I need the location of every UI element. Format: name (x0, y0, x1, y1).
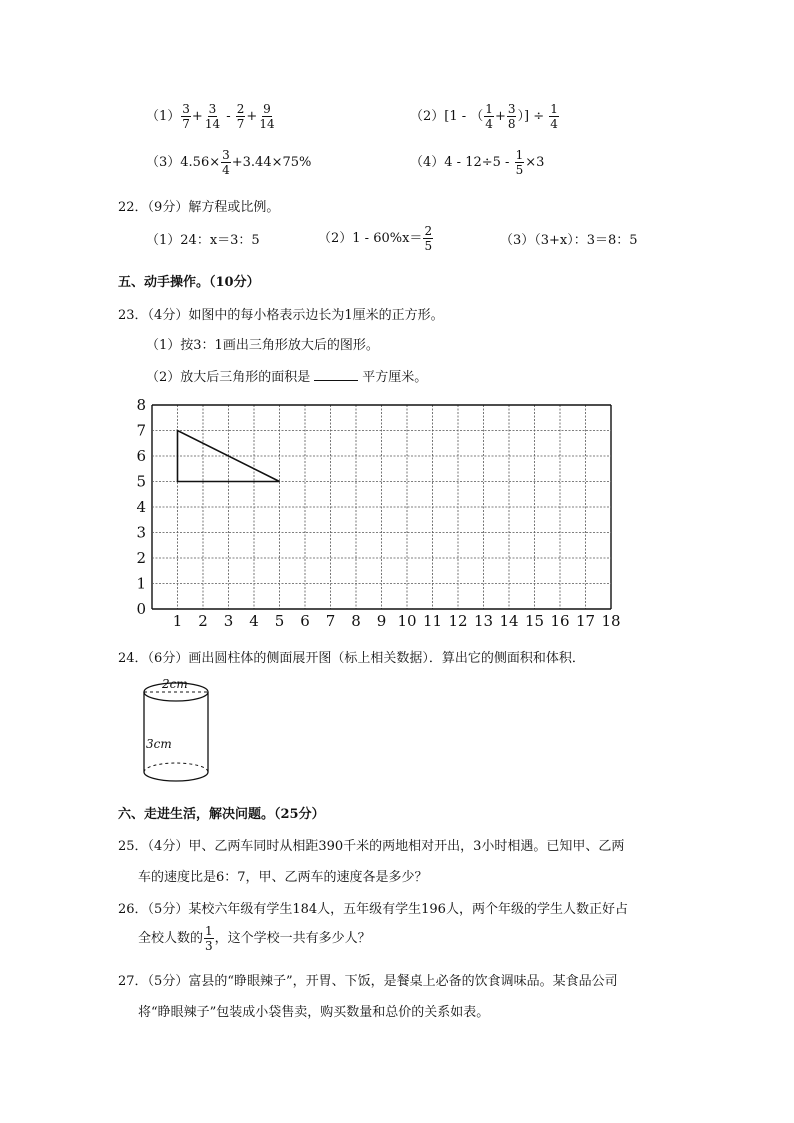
fraction: $\frac{3}{7}$ (182, 102, 190, 131)
q22-part3: （3）（3+x）：3＝8：5 (500, 233, 638, 248)
fraction: $\frac{3}{14}$ (204, 102, 221, 131)
answer-blank[interactable] (314, 368, 358, 381)
section-5-heading: 五、动手操作。（10分） (118, 275, 260, 290)
q23-sub2: （2）放大后三角形的面积是 平方厘米。 (146, 370, 428, 385)
fraction: $\frac{3}{8}$ (507, 102, 516, 131)
y-tick-label: 5 (136, 472, 146, 491)
x-tick-label: 15 (524, 612, 545, 630)
x-tick-label: 8 (351, 612, 361, 630)
y-tick-label: 3 (136, 523, 146, 542)
x-tick-label: 12 (448, 612, 468, 630)
q26-line1: 26．（5分）某校六年级有学生184人，五年级有学生196人，两个年级的学生人数正好占 (118, 902, 628, 917)
q21-part3: （3）4.56× $\frac{3}{4}$ +3.44×75% (146, 148, 312, 177)
q21-part1: （1） $\frac{3}{7}$ + $\frac{3}{14}$ - $\frac{2}{7}$ + $\frac{9}{14}$ (146, 102, 275, 131)
q27-line1: 27．（5分）富县的“睁眼辣子”，开胃、下饭，是餐桌上必备的饮食调味品。某食品公司 (118, 974, 618, 989)
x-tick-label: 1 (172, 612, 183, 630)
x-tick-label: 7 (325, 612, 336, 630)
q21-part4: （4）4 - 12÷5 - $\frac{1}{5}$ ×3 (410, 148, 545, 177)
cylinder-bottom-back (144, 763, 208, 772)
fraction: $\frac{1}{3}$ (205, 924, 213, 953)
q25-line1: 25．（4分）甲、乙两车同时从相距390千米的两地相对开出，3小时相遇。已知甲、乙两 (118, 839, 625, 854)
x-tick-label: 3 (223, 612, 234, 630)
q26-line2: 全校人数的 $\frac{1}{3}$ ，这个学校一共有多少人？ (138, 924, 371, 953)
x-tick-label: 17 (575, 612, 596, 630)
height-label: 3cm (146, 737, 172, 751)
fraction: $\frac{3}{4}$ (222, 148, 230, 177)
fraction: $\frac{1}{4}$ (485, 102, 493, 131)
cylinder-figure (130, 676, 230, 788)
x-tick-label: 14 (499, 612, 519, 630)
grid-tick-labels (136, 396, 620, 630)
q22-title: 22．（9分）解方程或比例。 (118, 200, 280, 215)
y-tick-label: 7 (136, 421, 146, 440)
q25-line2: 车的速度比是6：7，甲、乙两车的速度各是多少？ (138, 870, 428, 885)
y-tick-label: 8 (136, 396, 146, 414)
q23-sub1: （1）按3：1画出三角形放大后的图形。 (146, 338, 379, 353)
y-tick-label: 6 (136, 447, 146, 465)
cylinder-bottom-front (144, 772, 208, 781)
grid-lines (152, 405, 611, 609)
y-tick-label: 0 (136, 600, 146, 618)
x-tick-label: 2 (198, 612, 208, 630)
fraction: $\frac{1}{5}$ (515, 148, 524, 177)
q22-part2: （2）1 - 60%x＝ $\frac{2}{5}$ (318, 224, 433, 253)
x-tick-label: 11 (422, 612, 443, 630)
q22-part1: （1）24：x＝3：5 (146, 233, 260, 248)
y-tick-label: 4 (136, 498, 146, 516)
y-tick-label: 1 (136, 574, 146, 593)
fraction: $\frac{1}{4}$ (550, 102, 558, 131)
section-6-heading: 六、走进生活，解决问题。（25分） (118, 807, 325, 822)
fraction: $\frac{2}{5}$ (424, 224, 433, 253)
y-tick-label: 2 (136, 549, 146, 567)
fraction: $\frac{9}{14}$ (259, 102, 275, 131)
diameter-label: 2cm (162, 677, 188, 691)
x-tick-label: 5 (274, 612, 285, 630)
x-tick-label: 4 (249, 612, 259, 630)
q23-title: 23．（4分）如图中的每小格表示边长为1厘米的正方形。 (118, 308, 444, 323)
q24-title: 24．（6分）画出圆柱体的侧面展开图（标上相关数据）．算出它的侧面积和体积． (118, 651, 585, 666)
x-tick-label: 16 (550, 612, 570, 630)
q27-line2: 将“睁眼辣子”包装成小袋售卖，购买数量和总价的关系如表。 (138, 1005, 490, 1020)
x-tick-label: 9 (376, 612, 387, 630)
fraction: $\frac{2}{7}$ (236, 102, 245, 131)
grid-figure (134, 396, 634, 636)
x-tick-label: 6 (300, 612, 310, 630)
x-tick-label: 13 (473, 612, 494, 630)
q21-part2: （2）[1 - （ $\frac{1}{4}$ + $\frac{3}{8}$ ）] ÷ $\frac{1}{4}$ (410, 102, 558, 131)
x-tick-label: 10 (397, 612, 417, 630)
x-tick-label: 18 (601, 612, 621, 630)
